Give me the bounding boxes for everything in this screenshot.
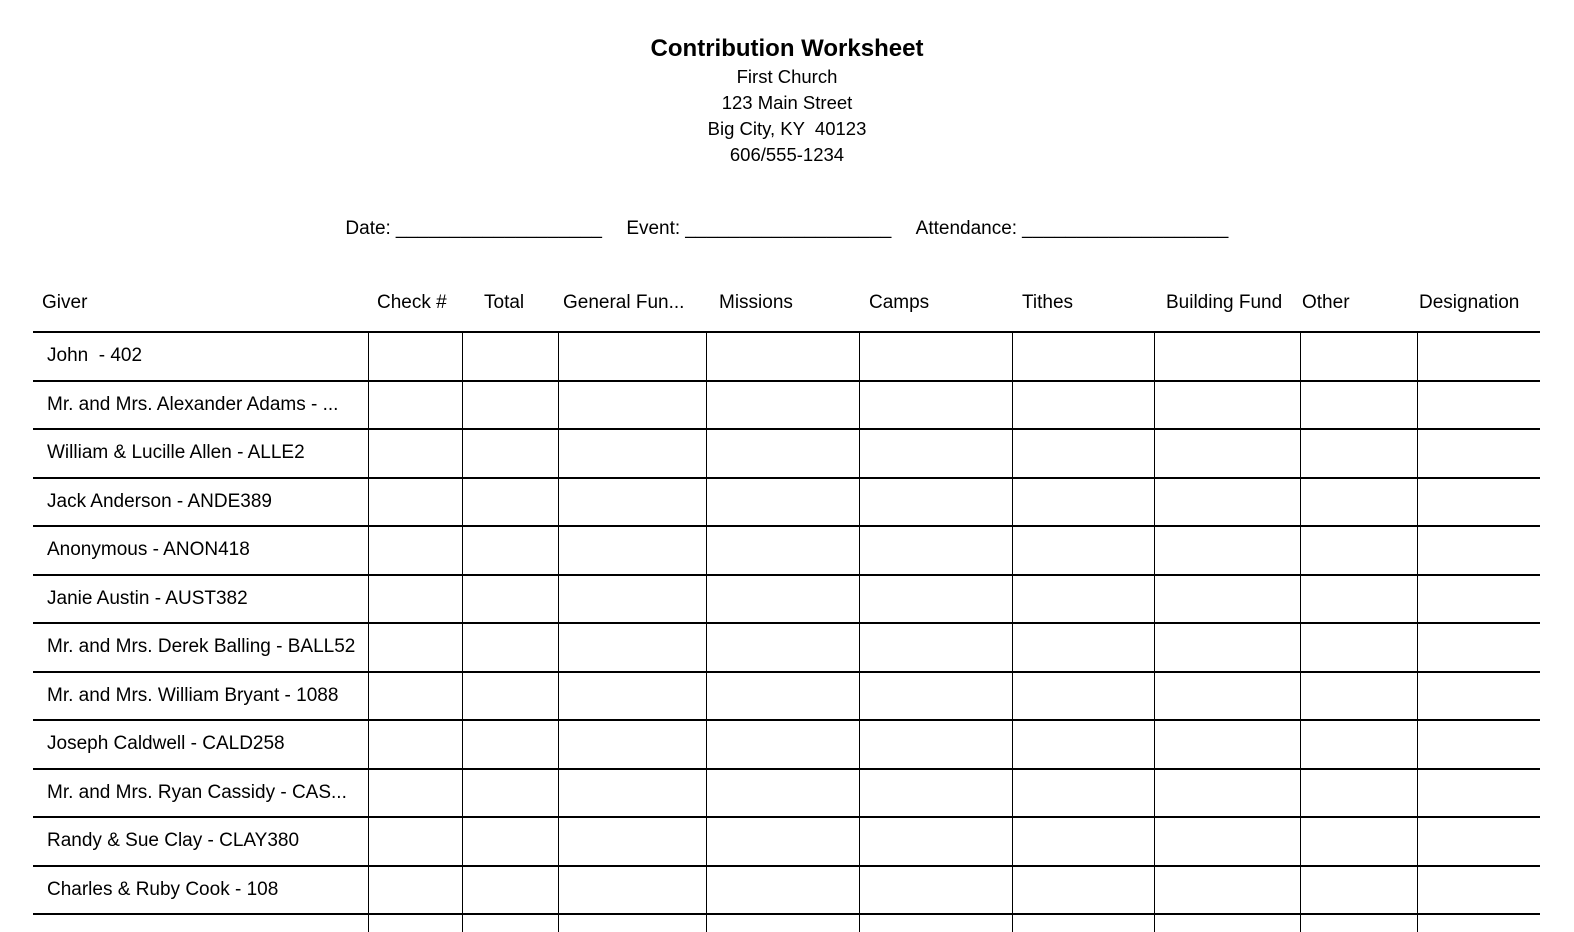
entry-cell	[1154, 915, 1300, 932]
entry-cell	[462, 576, 558, 623]
form-line	[0, 218, 1574, 240]
event-label: Event:	[626, 218, 681, 239]
entry-cell	[859, 818, 1012, 865]
entry-cell	[1300, 867, 1417, 914]
giver-row	[33, 382, 1540, 431]
giver-name: John - 402	[47, 345, 143, 367]
entry-cell	[558, 915, 706, 932]
entry-cell	[462, 721, 558, 768]
giver-row	[33, 479, 1540, 528]
entry-cell	[1154, 673, 1300, 720]
giver-row	[33, 333, 1540, 382]
giver-name: Mr. and Mrs. Derek Balling - BALL52	[47, 636, 356, 658]
entry-cell	[462, 430, 558, 477]
entry-cell	[859, 721, 1012, 768]
entry-cell	[1154, 382, 1300, 429]
phone-number: 606/555-1234	[729, 144, 845, 165]
entry-cell	[368, 479, 462, 526]
entry-cell	[1417, 576, 1540, 623]
entry-cell	[558, 430, 706, 477]
entry-cell	[1012, 479, 1154, 526]
entry-cell	[368, 818, 462, 865]
entry-cell	[1154, 721, 1300, 768]
entry-cell	[1300, 673, 1417, 720]
column-header-designation: Designation	[1419, 292, 1520, 313]
entry-cell	[1012, 333, 1154, 380]
entry-cell	[1417, 818, 1540, 865]
entry-cell	[1417, 770, 1540, 817]
giver-row	[33, 673, 1540, 722]
entry-cell	[1012, 867, 1154, 914]
address-city-state-zip: Big City, KY 40123	[707, 118, 867, 139]
entry-cell	[1300, 721, 1417, 768]
column-header-other: Other	[1302, 292, 1350, 313]
giver-row	[33, 624, 1540, 673]
entry-cell	[1300, 624, 1417, 671]
entry-cell	[462, 867, 558, 914]
entry-cell	[859, 673, 1012, 720]
column-header-giver: Giver	[42, 292, 88, 313]
entry-cell	[1154, 333, 1300, 380]
entry-cell	[706, 721, 859, 768]
entry-cell	[558, 673, 706, 720]
entry-cell	[859, 576, 1012, 623]
column-header-general-fund: General Fun...	[563, 292, 685, 313]
entry-cell	[1154, 527, 1300, 574]
giver-row-partial	[33, 915, 1540, 932]
date-label: Date:	[345, 218, 391, 239]
entry-cell	[1417, 915, 1540, 932]
address-street: 123 Main Street	[721, 92, 853, 113]
entry-cell	[1012, 673, 1154, 720]
column-header-total: Total	[484, 292, 525, 313]
date-field	[345, 218, 602, 240]
entry-cell	[462, 479, 558, 526]
entry-cell	[558, 721, 706, 768]
entry-cell	[1300, 430, 1417, 477]
entry-cell	[368, 673, 462, 720]
entry-cell	[859, 479, 1012, 526]
entry-cell	[1300, 915, 1417, 932]
entry-cell	[558, 576, 706, 623]
entry-cell	[558, 333, 706, 380]
entry-cell	[1417, 479, 1540, 526]
entry-cell	[1300, 770, 1417, 817]
attendance-label: Attendance:	[915, 218, 1018, 239]
entry-cell	[558, 770, 706, 817]
entry-cell	[462, 915, 558, 932]
entry-cell	[1417, 721, 1540, 768]
giver-name: Joseph Caldwell - CALD258	[47, 733, 285, 755]
entry-cell	[859, 430, 1012, 477]
entry-cell	[462, 382, 558, 429]
entry-cell	[1012, 382, 1154, 429]
entry-cell	[859, 867, 1012, 914]
entry-cell	[706, 624, 859, 671]
entry-cell	[706, 770, 859, 817]
entry-cell	[368, 333, 462, 380]
entry-cell	[1154, 818, 1300, 865]
entry-cell	[1417, 867, 1540, 914]
entry-cell	[1300, 527, 1417, 574]
giver-name: Randy & Sue Clay - CLAY380	[47, 830, 300, 852]
event-blank: ___________________	[685, 218, 892, 239]
column-header-camps: Camps	[869, 292, 930, 313]
entry-cell	[1300, 479, 1417, 526]
entry-cell	[1417, 673, 1540, 720]
entry-cell	[368, 915, 462, 932]
entry-cell	[859, 915, 1012, 932]
entry-cell	[462, 527, 558, 574]
entry-cell	[859, 624, 1012, 671]
column-header-tithes: Tithes	[1022, 292, 1074, 313]
giver-name	[33, 915, 368, 932]
entry-cell	[368, 382, 462, 429]
document-title: Contribution Worksheet	[650, 35, 924, 62]
entry-cell	[1154, 576, 1300, 623]
entry-cell	[558, 867, 706, 914]
entry-cell	[558, 382, 706, 429]
entry-cell	[368, 624, 462, 671]
entry-cell	[706, 527, 859, 574]
entry-cell	[706, 867, 859, 914]
giver-row	[33, 576, 1540, 625]
entry-cell	[558, 624, 706, 671]
document-header	[0, 34, 1574, 168]
entry-cell	[368, 721, 462, 768]
entry-cell	[1417, 624, 1540, 671]
entry-cell	[462, 333, 558, 380]
entry-cell	[558, 479, 706, 526]
entry-cell	[859, 333, 1012, 380]
entry-cell	[368, 770, 462, 817]
entry-cell	[462, 673, 558, 720]
entry-cell	[558, 527, 706, 574]
entry-cell	[1012, 527, 1154, 574]
entry-cell	[368, 576, 462, 623]
entry-cell	[1154, 867, 1300, 914]
entry-cell	[706, 576, 859, 623]
entry-cell	[1012, 624, 1154, 671]
attendance-field	[916, 218, 1229, 240]
giver-name: Janie Austin - AUST382	[47, 587, 248, 609]
giver-row	[33, 770, 1540, 819]
entry-cell	[1012, 430, 1154, 477]
giver-name: Charles & Ruby Cook - 108	[47, 878, 279, 900]
giver-row	[33, 721, 1540, 770]
entry-cell	[368, 527, 462, 574]
entry-cell	[368, 430, 462, 477]
entry-cell	[1300, 576, 1417, 623]
giver-row	[33, 818, 1540, 867]
entry-cell	[462, 624, 558, 671]
entry-cell	[706, 915, 859, 932]
entry-cell	[1300, 818, 1417, 865]
entry-cell	[1417, 527, 1540, 574]
entry-cell	[706, 430, 859, 477]
entry-cell	[1154, 624, 1300, 671]
giver-name: Mr. and Mrs. Alexander Adams - ...	[47, 393, 339, 415]
column-header-missions: Missions	[719, 292, 793, 313]
entry-cell	[1012, 915, 1154, 932]
entry-cell	[1154, 479, 1300, 526]
giver-name: Mr. and Mrs. Ryan Cassidy - CAS...	[47, 781, 347, 803]
giver-name: Anonymous - ANON418	[47, 539, 250, 561]
entry-cell	[1012, 576, 1154, 623]
entry-cell	[1154, 430, 1300, 477]
giver-row	[33, 527, 1540, 576]
entry-cell	[1012, 818, 1154, 865]
giver-name: William & Lucille Allen - ALLE2	[47, 442, 305, 464]
entry-cell	[462, 818, 558, 865]
entry-cell	[859, 382, 1012, 429]
giver-row	[33, 430, 1540, 479]
entry-cell	[1417, 382, 1540, 429]
entry-cell	[706, 818, 859, 865]
church-name: First Church	[736, 66, 838, 87]
entry-cell	[1012, 721, 1154, 768]
entry-cell	[1154, 770, 1300, 817]
entry-cell	[1300, 382, 1417, 429]
entry-cell	[706, 673, 859, 720]
giver-name: Jack Anderson - ANDE389	[47, 490, 272, 512]
attendance-blank: ___________________	[1022, 218, 1229, 239]
giver-row	[33, 867, 1540, 916]
entry-cell	[706, 333, 859, 380]
entry-cell	[706, 382, 859, 429]
entry-cell	[1417, 333, 1540, 380]
entry-cell	[1012, 770, 1154, 817]
giver-name: Mr. and Mrs. William Bryant - 1088	[47, 684, 339, 706]
entry-cell	[462, 770, 558, 817]
entry-cell	[706, 479, 859, 526]
column-header-check-number: Check #	[377, 292, 447, 313]
entry-cell	[859, 770, 1012, 817]
entry-cell	[859, 527, 1012, 574]
date-blank: ___________________	[395, 218, 603, 239]
entry-cell	[368, 867, 462, 914]
column-header-building-fund: Building Fund	[1166, 292, 1283, 313]
entry-cell	[1417, 430, 1540, 477]
table-header-row	[33, 285, 1540, 333]
entry-cell	[558, 818, 706, 865]
event-field	[626, 218, 891, 240]
entry-cell	[1300, 333, 1417, 380]
givers-table	[33, 285, 1540, 932]
table-body	[33, 333, 1540, 932]
